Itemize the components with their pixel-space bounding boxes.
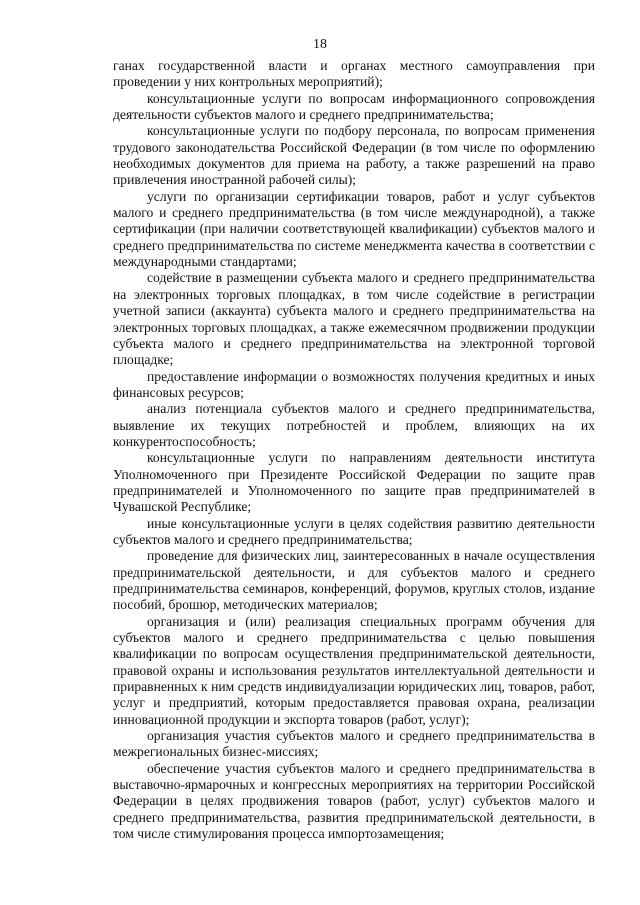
paragraph-other-consulting: иные консультационные услуги в целях содействия развитию деятельности субъектов малого и среднего предпринимательства;: [113, 515, 595, 547]
paragraph-electronic-marketplaces: содействие в размещении субъекта малого и среднего предпринимательства на электронных торговых площадках, в том числе содействие в регистрации учетной записи (аккаунта) субъекта малого и среднего предпринимательства на электронных торговых площадках, а также ежемесячном продвижении продукции субъекта малого и среднего предпринимательства на электронной торговой площадке;: [113, 270, 595, 368]
paragraph-ombudsman-consulting: консультационные услуги по направлениям деятельности института Уполномоченного при Президенте Российской Федерации по защите прав предпринимателей и Уполномоченного по защите прав предпринимателей в Чувашской Республике;: [113, 450, 595, 515]
page-number: 18: [313, 37, 327, 52]
paragraph-continuation: ганах государственной власти и органах местного самоуправления при проведении у них контрольных мероприятий);: [113, 58, 595, 90]
paragraph-potential-analysis: анализ потенциала субъектов малого и среднего предпринимательства, выявление их текущих потребностей и проблем, влияющих на их конкурентоспособность;: [113, 401, 595, 449]
paragraph-info-support: консультационные услуги по вопросам информационного сопровождения деятельности субъектов малого и среднего предпринимательства;: [113, 90, 595, 123]
document-body: [113, 58, 595, 843]
paragraph-credit-information: предоставление информации о возможностях получения кредитных и иных финансовых ресурсов;: [113, 368, 595, 400]
paragraph-business-missions: организация участия субъектов малого и среднего предпринимательства в межрегиональных бизнес-миссиях;: [113, 728, 595, 760]
paragraph-exhibitions: обеспечение участия субъектов малого и среднего предпринимательства в выставочно-ярмарочных и конгрессных мероприятиях на территории Российской Федерации в целях продвижения товаров (работ, услуг) субъектов малого и среднего предпринимательства, развития предпринимательской деятельности, в том числе стимулирования процесса импортозамещения;: [113, 760, 595, 842]
paragraph-training-programs: организация и (или) реализация специальных программ обучения для субъектов малого и среднего предпринимательства с целью повышения квалификации по вопросам осуществления предпринимательской деятельности, правовой охраны и использования результатов интеллектуальной деятельности и приравненных к ним средств индивидуализации юридических лиц, товаров, работ, услуг и предприятий, которым предоставляется правовая охрана, реализации инновационной продукции и экспорта товаров (работ, услуг);: [113, 613, 595, 727]
paragraph-personnel-selection: консультационные услуги по подбору персонала, по вопросам применения трудового законодательства Российской Федерации (в том числе по оформлению необходимых документов для приема на работу, а также разрешений на право привлечения иностранной рабочей силы);: [113, 123, 595, 188]
paragraph-certification: услуги по организации сертификации товаров, работ и услуг субъектов малого и среднего предпринимательства (в том числе международной), а также сертификации (при наличии соответствующей квалификации) субъектов малого и среднего предпринимательства по системе менеджмента качества в соответствии с международными стандартами;: [113, 188, 595, 270]
paragraph-seminars: проведение для физических лиц, заинтересованных в начале осуществления предпринимательской деятельности, и для субъектов малого и среднего предпринимательства семинаров, конференций, форумов, круглых столов, издание пособий, брошюр, методических материалов;: [113, 548, 595, 613]
